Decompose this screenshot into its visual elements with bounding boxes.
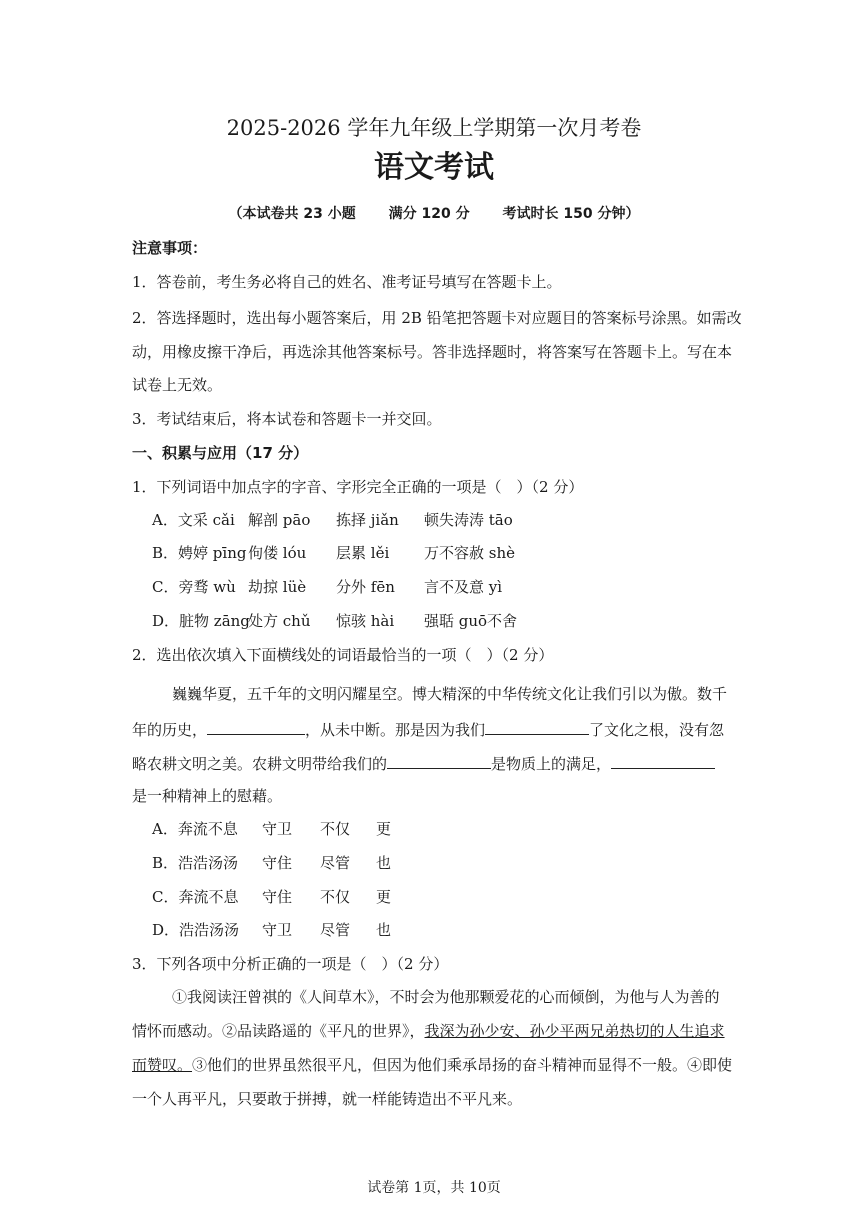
q2-option-d	[152, 920, 391, 940]
option-cell: A．文采 cǎi	[152, 511, 235, 529]
q2-passage-line-2	[132, 718, 724, 740]
option-cell: 解剖 pāo	[248, 511, 311, 529]
option-cell: 守住	[262, 854, 293, 872]
q3-stem: 3．下列各项中分析正确的一项是（ ）（2 分）	[132, 955, 449, 973]
option-cell: C．旁骛 wù	[152, 578, 236, 596]
option-cell: 不仅	[320, 820, 351, 838]
option-cell: 更	[376, 888, 392, 906]
fill-blank-1	[207, 718, 305, 735]
option-cell: 守卫	[262, 921, 293, 939]
option-cell: B．娉婷 pīng	[152, 544, 247, 562]
option-cell: 惊骇 hài	[336, 612, 395, 630]
option-cell: 顿失涛涛 tāo	[424, 511, 513, 529]
option-cell: 尽管	[320, 854, 351, 872]
q1-option-b	[152, 543, 544, 563]
passage-text: 是物质上的满足，	[491, 755, 612, 773]
q3-passage-line-4: 一个人再平凡，只要敢于拼搏，就一样能铸造出不平凡来。	[132, 1090, 523, 1108]
fill-blank-3	[387, 752, 491, 769]
q1-option-a	[152, 510, 544, 530]
passage-text: 年的历史，	[132, 721, 208, 739]
q3-passage-line-1: ①我阅读汪曾祺的《人间草木》，不时会为他那颗爱花的心而倾倒，为他与人为善的	[172, 988, 720, 1006]
option-cell: 不仅	[320, 888, 351, 906]
option-cell: 层累 lěi	[336, 544, 390, 562]
underlined-sentence: 我深为孙少安、孙少平两兄弟热切的人生追求	[424, 1022, 725, 1040]
passage-text: 略农耕文明之美。农耕文明带给我们的	[132, 755, 388, 773]
q2-passage-line-1: 巍巍华夏，五千年的文明闪耀星空。博大精深的中华传统文化让我们引以为傲。数千	[172, 685, 728, 703]
fill-blank-2	[485, 718, 589, 735]
exam-title: 2025-2026 学年九年级上学期第一次月考卷	[226, 116, 642, 140]
exam-duration: 考试时长 150 分钟）	[502, 206, 640, 222]
subject-title: 语文考试	[374, 150, 494, 185]
underlined-sentence-end: 而赞叹。	[132, 1056, 193, 1074]
notice-item-2-cont: 动，用橡皮擦干净后，再选涂其他答案标号。答非选择题时，将答案写在答题卡上。写在本	[132, 343, 733, 361]
option-cell: 言不及意 yì	[424, 578, 503, 596]
option-cell: 强聒 guō不舍	[424, 612, 518, 630]
q2-option-c	[152, 887, 391, 907]
option-cell: 守住	[262, 888, 293, 906]
q1-option-d	[152, 611, 544, 631]
option-cell: 也	[376, 854, 392, 872]
passage-text: 了文化之根，没有忽	[589, 721, 725, 739]
option-cell: B．浩浩汤汤	[152, 854, 239, 872]
notice-item-1: 1．答卷前，考生务必将自己的姓名、准考证号填写在答题卡上。	[132, 273, 562, 291]
option-cell: 分外 fēn	[336, 578, 395, 596]
option-cell: D．浩浩汤汤	[152, 921, 240, 939]
fill-blank-4	[611, 752, 715, 769]
option-cell: 佝偻 lóu	[248, 544, 307, 562]
option-cell: 万不容赦 shè	[424, 544, 516, 562]
option-cell: 更	[376, 820, 392, 838]
section-heading: 一、积累与应用（17 分）	[132, 444, 309, 462]
q2-option-b	[152, 853, 391, 873]
page-footer: 试卷第 1页，共 10页	[367, 1180, 501, 1196]
option-cell: 劫掠 lüè	[248, 578, 307, 596]
option-cell: D．脏物 zāng	[152, 612, 250, 630]
q2-option-a	[152, 819, 391, 839]
passage-text: ，从未中断。那是因为我们	[305, 721, 486, 739]
option-cell: C．奔流不息	[152, 888, 239, 906]
option-cell: 尽管	[320, 921, 351, 939]
option-cell: 守卫	[262, 820, 293, 838]
q2-stem: 2．选出依次填入下面横线处的词语最恰当的一项（ ）（2 分）	[132, 646, 554, 664]
passage-text: 情怀而感动。②品读路遥的《平凡的世界》，	[132, 1022, 425, 1040]
notice-item-2: 2．答选择题时，选出每小题答案后，用 2B 铅笔把答题卡对应题目的答案标号涂黑。如需改	[132, 309, 742, 327]
notice-item-3: 3．考试结束后，将本试卷和答题卡一并交回。	[132, 410, 442, 428]
full-score: 满分 120 分	[388, 206, 470, 222]
passage-text: ③他们的世界虽然很平凡，但因为他们乘承昂扬的奋斗精神而显得不一般。④即使	[192, 1056, 733, 1074]
q3-passage-line-2	[132, 1021, 725, 1041]
notice-heading: 注意事项：	[132, 239, 208, 257]
option-cell: A．奔流不息	[152, 820, 238, 838]
q3-passage-line-3	[132, 1055, 732, 1075]
q1-stem: 1．下列词语中加点字的字音、字形完全正确的一项是（ ）（2 分）	[132, 478, 584, 496]
question-count: （本试卷共 23 小题	[228, 206, 356, 222]
option-cell: 拣择 jiǎn	[336, 511, 399, 529]
q2-passage-line-4: 是一种精神上的慰藉。	[132, 787, 283, 805]
notice-item-2-end: 试卷上无效。	[132, 376, 223, 394]
exam-info	[0, 204, 868, 224]
option-cell: 也	[376, 921, 392, 939]
q2-passage-line-3	[132, 752, 715, 774]
q1-option-c	[152, 577, 544, 597]
option-cell: 处方 chǔ	[248, 612, 311, 630]
